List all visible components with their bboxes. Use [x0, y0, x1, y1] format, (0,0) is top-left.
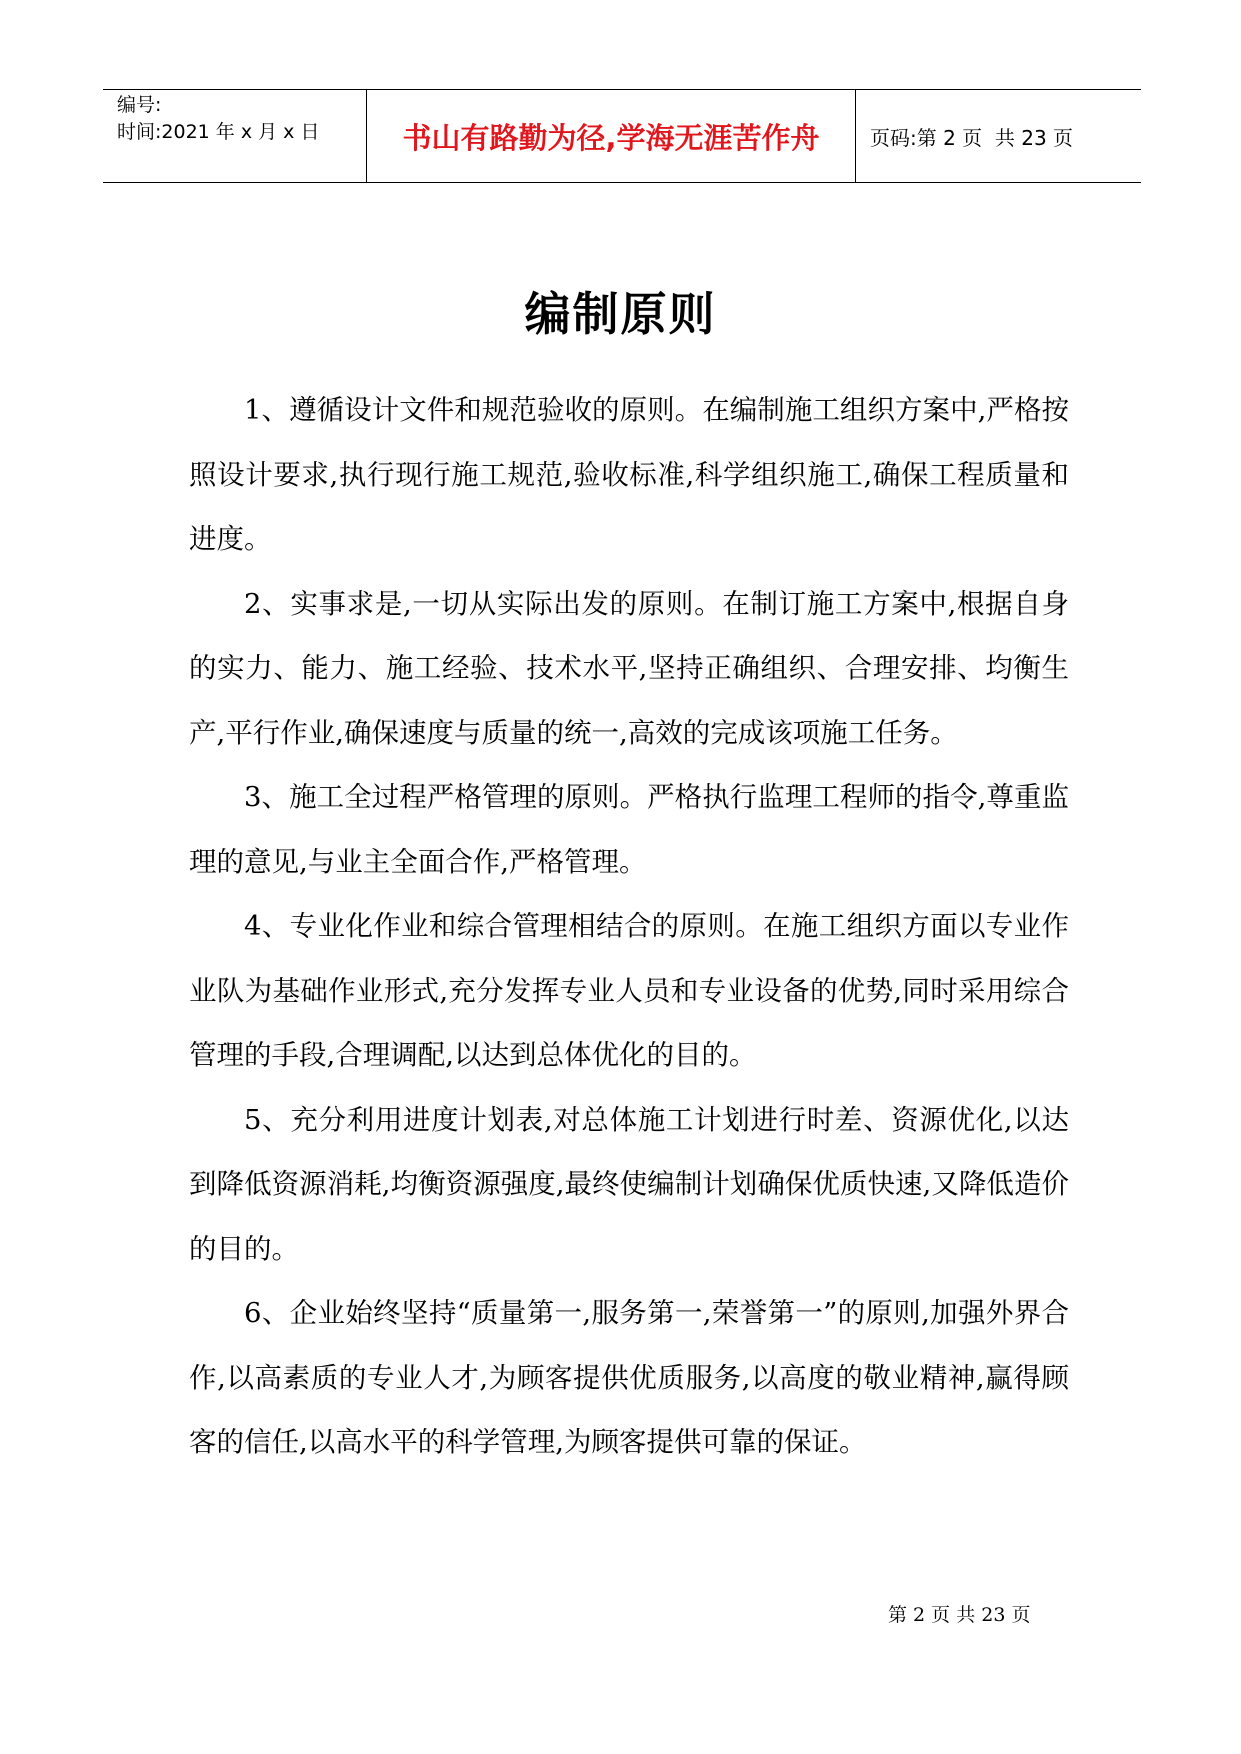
- header-motto: 书山有路勤为径,学海无涯苦作舟: [367, 90, 856, 182]
- paragraph: 4、专业化作业和综合管理相结合的原则。在施工组织方面以专业作业队为基础作业形式,充分发挥专业人员和专业设备的优势,同时采用综合管理的手段,合理调配,以达到总体优化的目的。: [189, 910, 1069, 1071]
- paragraph: 2、实事求是,一切从实际出发的原则。在制订施工方案中,根据自身的实力、能力、施工经验、技术水平,坚持正确组织、合理安排、均衡生产,平行作业,确保速度与质量的统一,高效的完成该项施工任务。: [189, 587, 1069, 749]
- paragraph: 5、充分利用进度计划表,对总体施工计划进行时差、资源优化,以达到降低资源消耗,均衡资源强度,最终使编制计划确保优质快速,又降低造价的目的。: [189, 1103, 1069, 1265]
- header-meta: [103, 90, 367, 182]
- page-title: 编制原则: [524, 287, 717, 341]
- document-number-label: 编号:: [117, 94, 162, 116]
- page-header: [103, 89, 1141, 183]
- paragraph: 6、企业始终坚持“质量第一,服务第一,荣誉第一”的原则,加强外界合作,以高素质的专业人才,为顾客提供优质服务,以高度的敬业精神,赢得顾客的信任,以高水平的科学管理,为顾客提供可靠的保证。: [189, 1297, 1069, 1458]
- page-footer: 第 2 页 共 23 页: [888, 1604, 1031, 1626]
- paragraph: 3、施工全过程严格管理的原则。严格执行监理工程师的指令,尊重监理的意见,与业主全面合作,严格管理。: [189, 781, 1069, 878]
- header-page-number: 页码:第 2 页 共 23 页: [870, 125, 1074, 150]
- document-body: [189, 378, 1069, 1475]
- document-time-label: 时间:2021 年 x 月 x 日: [117, 121, 320, 143]
- paragraph: 1、遵循设计文件和规范验收的原则。在编制施工组织方案中,严格按照设计要求,执行现行施工规范,验收标准,科学组织施工,确保工程质量和进度。: [189, 394, 1069, 555]
